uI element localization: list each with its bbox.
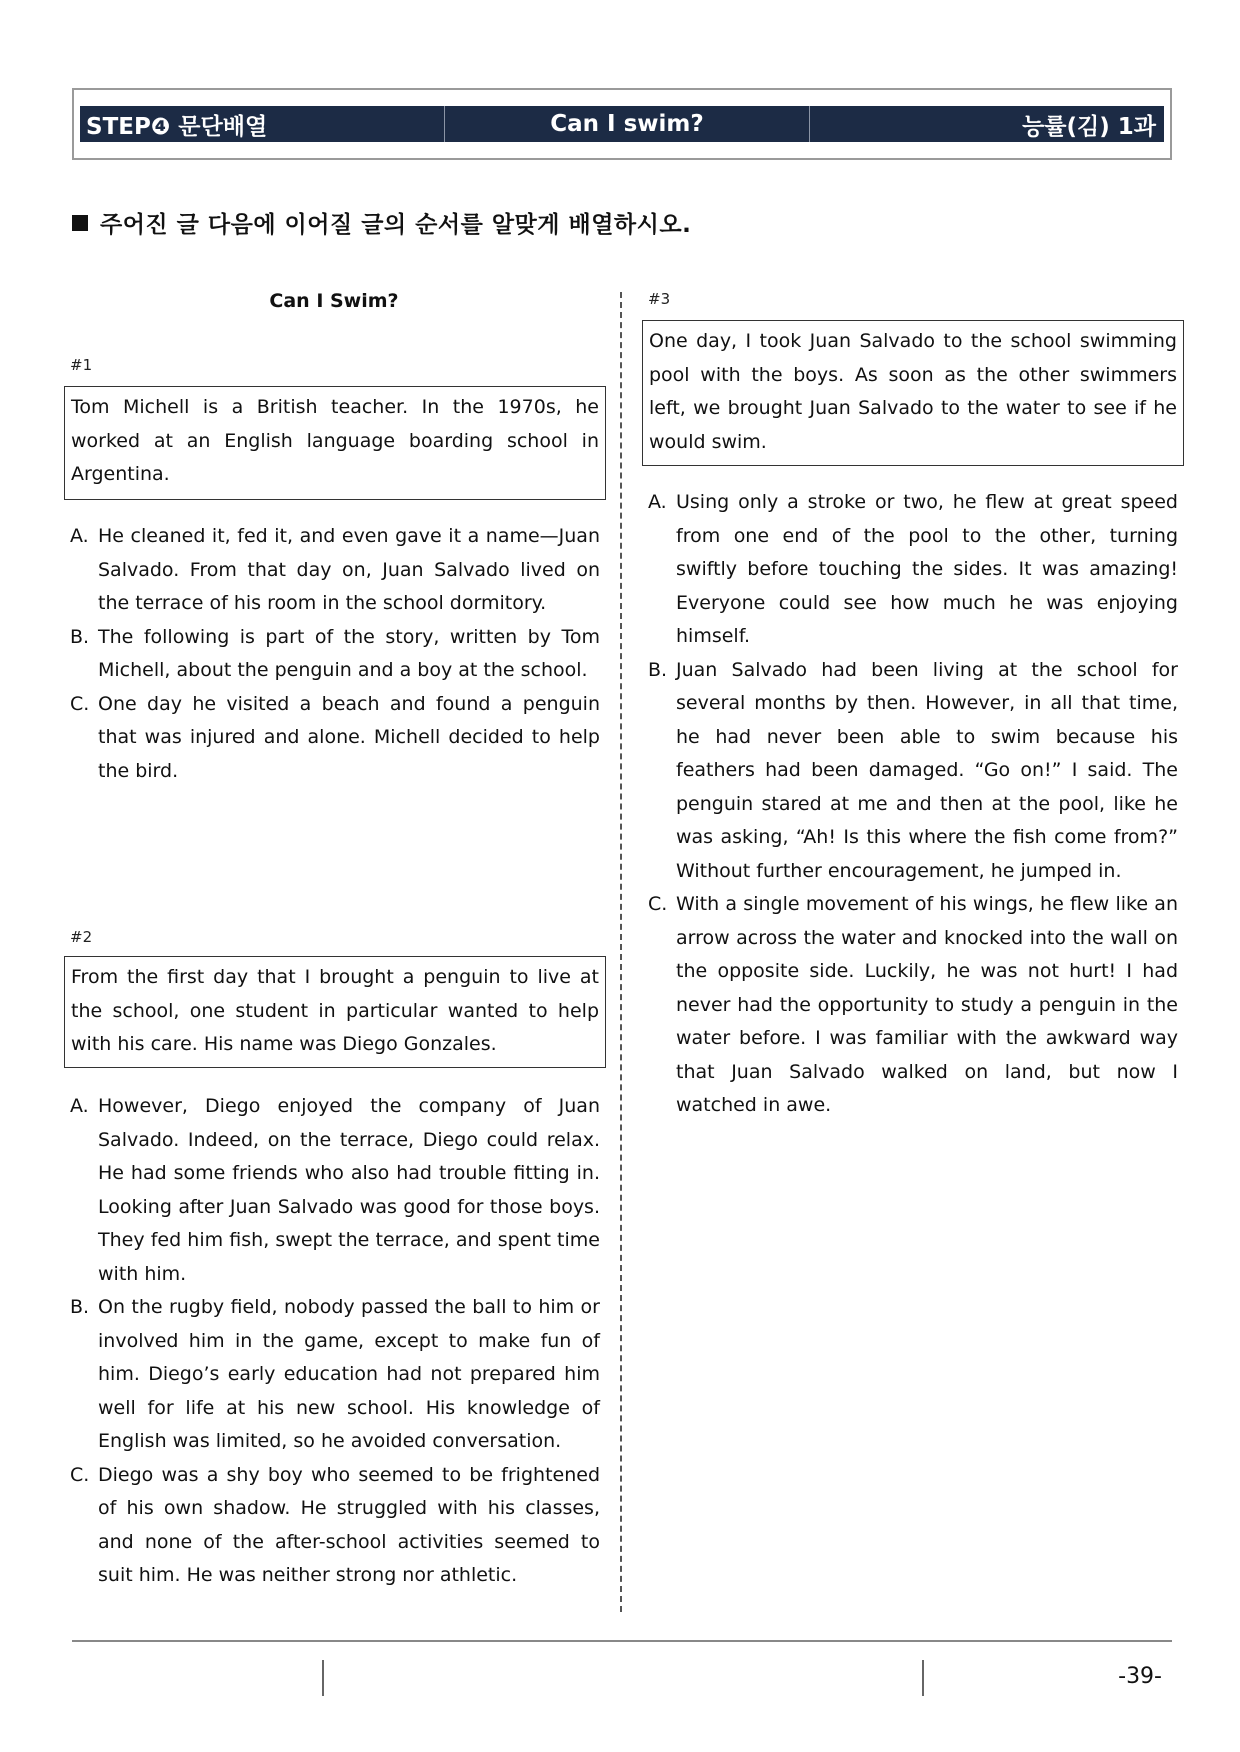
header-bar	[80, 106, 1164, 142]
page-number: -39-	[1118, 1664, 1162, 1689]
header-frame	[72, 88, 1172, 160]
section1-label: #1	[70, 356, 93, 374]
section3-option-c	[648, 888, 1178, 1123]
option-text: With a single movement of his wings, he flew like an arrow across the water and knocked into the wall on the opposite side. Luckily, he was not hurt! I had never had the opportunity to study a penguin in the water before. I was familiar with the awkward way that Juan Salvado walked on land, but now I watched in awe.	[676, 893, 1178, 1116]
square-bullet-icon	[72, 215, 88, 231]
instruction	[72, 206, 691, 239]
option-text: Juan Salvado had been living at the school for several months by then. However, in all that time, he had never been able to swim because his feathers had been damaged. “Go on!” I said. The penguin stared at me and then at the pool, like he was asking, “Ah! Is this where the fish come from?” Without further encouragement, he jumped in.	[676, 658, 1178, 882]
story-title: Can I Swim?	[269, 290, 399, 312]
section2-option-b	[70, 1291, 600, 1459]
section3-option-a	[648, 486, 1178, 654]
section3-given-box: One day, I took Juan Salvado to the school swimming pool with the boys. As soon as the other swimmers left, we brought Juan Salvado to the water to see if he would swim.	[642, 320, 1184, 466]
option-mark: A.	[70, 1095, 89, 1117]
textbook-source: 능률(김) 1과	[1022, 113, 1156, 140]
instruction-text: 주어진 글 다음에 이어질 글의 순서를 알맞게 배열하시오.	[100, 212, 692, 238]
option-text: One day he visited a beach and found a penguin that was injured and alone. Michell decided to help the bird.	[98, 692, 600, 782]
step-label: STEP❹ 문단배열	[80, 106, 445, 142]
footer-line	[72, 1640, 1172, 1642]
footer-divider-left	[322, 1660, 324, 1696]
option-text: On the rugby field, nobody passed the ball to him or involved him in the game, except to make fun of him. Diego’s early education had not prepared him well for life at his new school. His knowledge of English was limited, so he avoided conversation.	[98, 1296, 600, 1452]
option-text: Diego was a shy boy who seemed to be frightened of his own shadow. He struggled with his classes, and none of the after-school activities seemed to suit him. He was neither strong nor athletic.	[98, 1463, 600, 1586]
option-mark: C.	[70, 1463, 90, 1486]
option-mark: B.	[70, 1296, 90, 1318]
footer-divider-right	[922, 1660, 924, 1696]
section1-option-c	[70, 688, 600, 789]
section2-options	[70, 1090, 600, 1593]
lesson-title: Can I swim?	[445, 106, 810, 142]
section2-option-a	[70, 1090, 600, 1291]
column-divider	[620, 292, 622, 1612]
section1-given-box: Tom Michell is a British teacher. In the 1970s, he worked at an English language boarding school in Argentina.	[64, 386, 606, 500]
option-mark: B.	[70, 625, 90, 648]
option-text: He cleaned it, fed it, and even gave it a name—Juan Salvado. From that day on, Juan Salvado lived on the terrace of his room in the school dormitory.	[98, 525, 600, 614]
option-mark: A.	[70, 525, 89, 547]
section1-options	[70, 520, 600, 788]
section1-option-b	[70, 621, 600, 688]
option-text: The following is part of the story, written by Tom Michell, about the penguin and a boy at the school.	[98, 625, 600, 681]
section3-option-b	[648, 654, 1178, 889]
section3-options	[648, 486, 1178, 1123]
section2-label: #2	[70, 928, 93, 946]
option-text: However, Diego enjoyed the company of Juan Salvado. Indeed, on the terrace, Diego could relax. He had some friends who also had trouble fitting in. Looking after Juan Salvado was good for those boys. They fed him fish, swept the terrace, and spent time with him.	[98, 1095, 600, 1285]
option-mark: B.	[648, 658, 668, 681]
option-text: Using only a stroke or two, he flew at great speed from one end of the pool to the other, turning swiftly before touching the sides. It was amazing! Everyone could see how much he was enjoying himself.	[676, 491, 1178, 647]
option-mark: C.	[70, 692, 90, 715]
section2-option-c	[70, 1459, 600, 1593]
option-mark: C.	[648, 893, 668, 915]
option-mark: A.	[648, 491, 667, 513]
section2-given-box: From the first day that I brought a penguin to live at the school, one student in particular wanted to help with his care. His name was Diego Gonzales.	[64, 956, 606, 1068]
section3-label: #3	[648, 290, 671, 308]
section1-option-a	[70, 520, 600, 621]
